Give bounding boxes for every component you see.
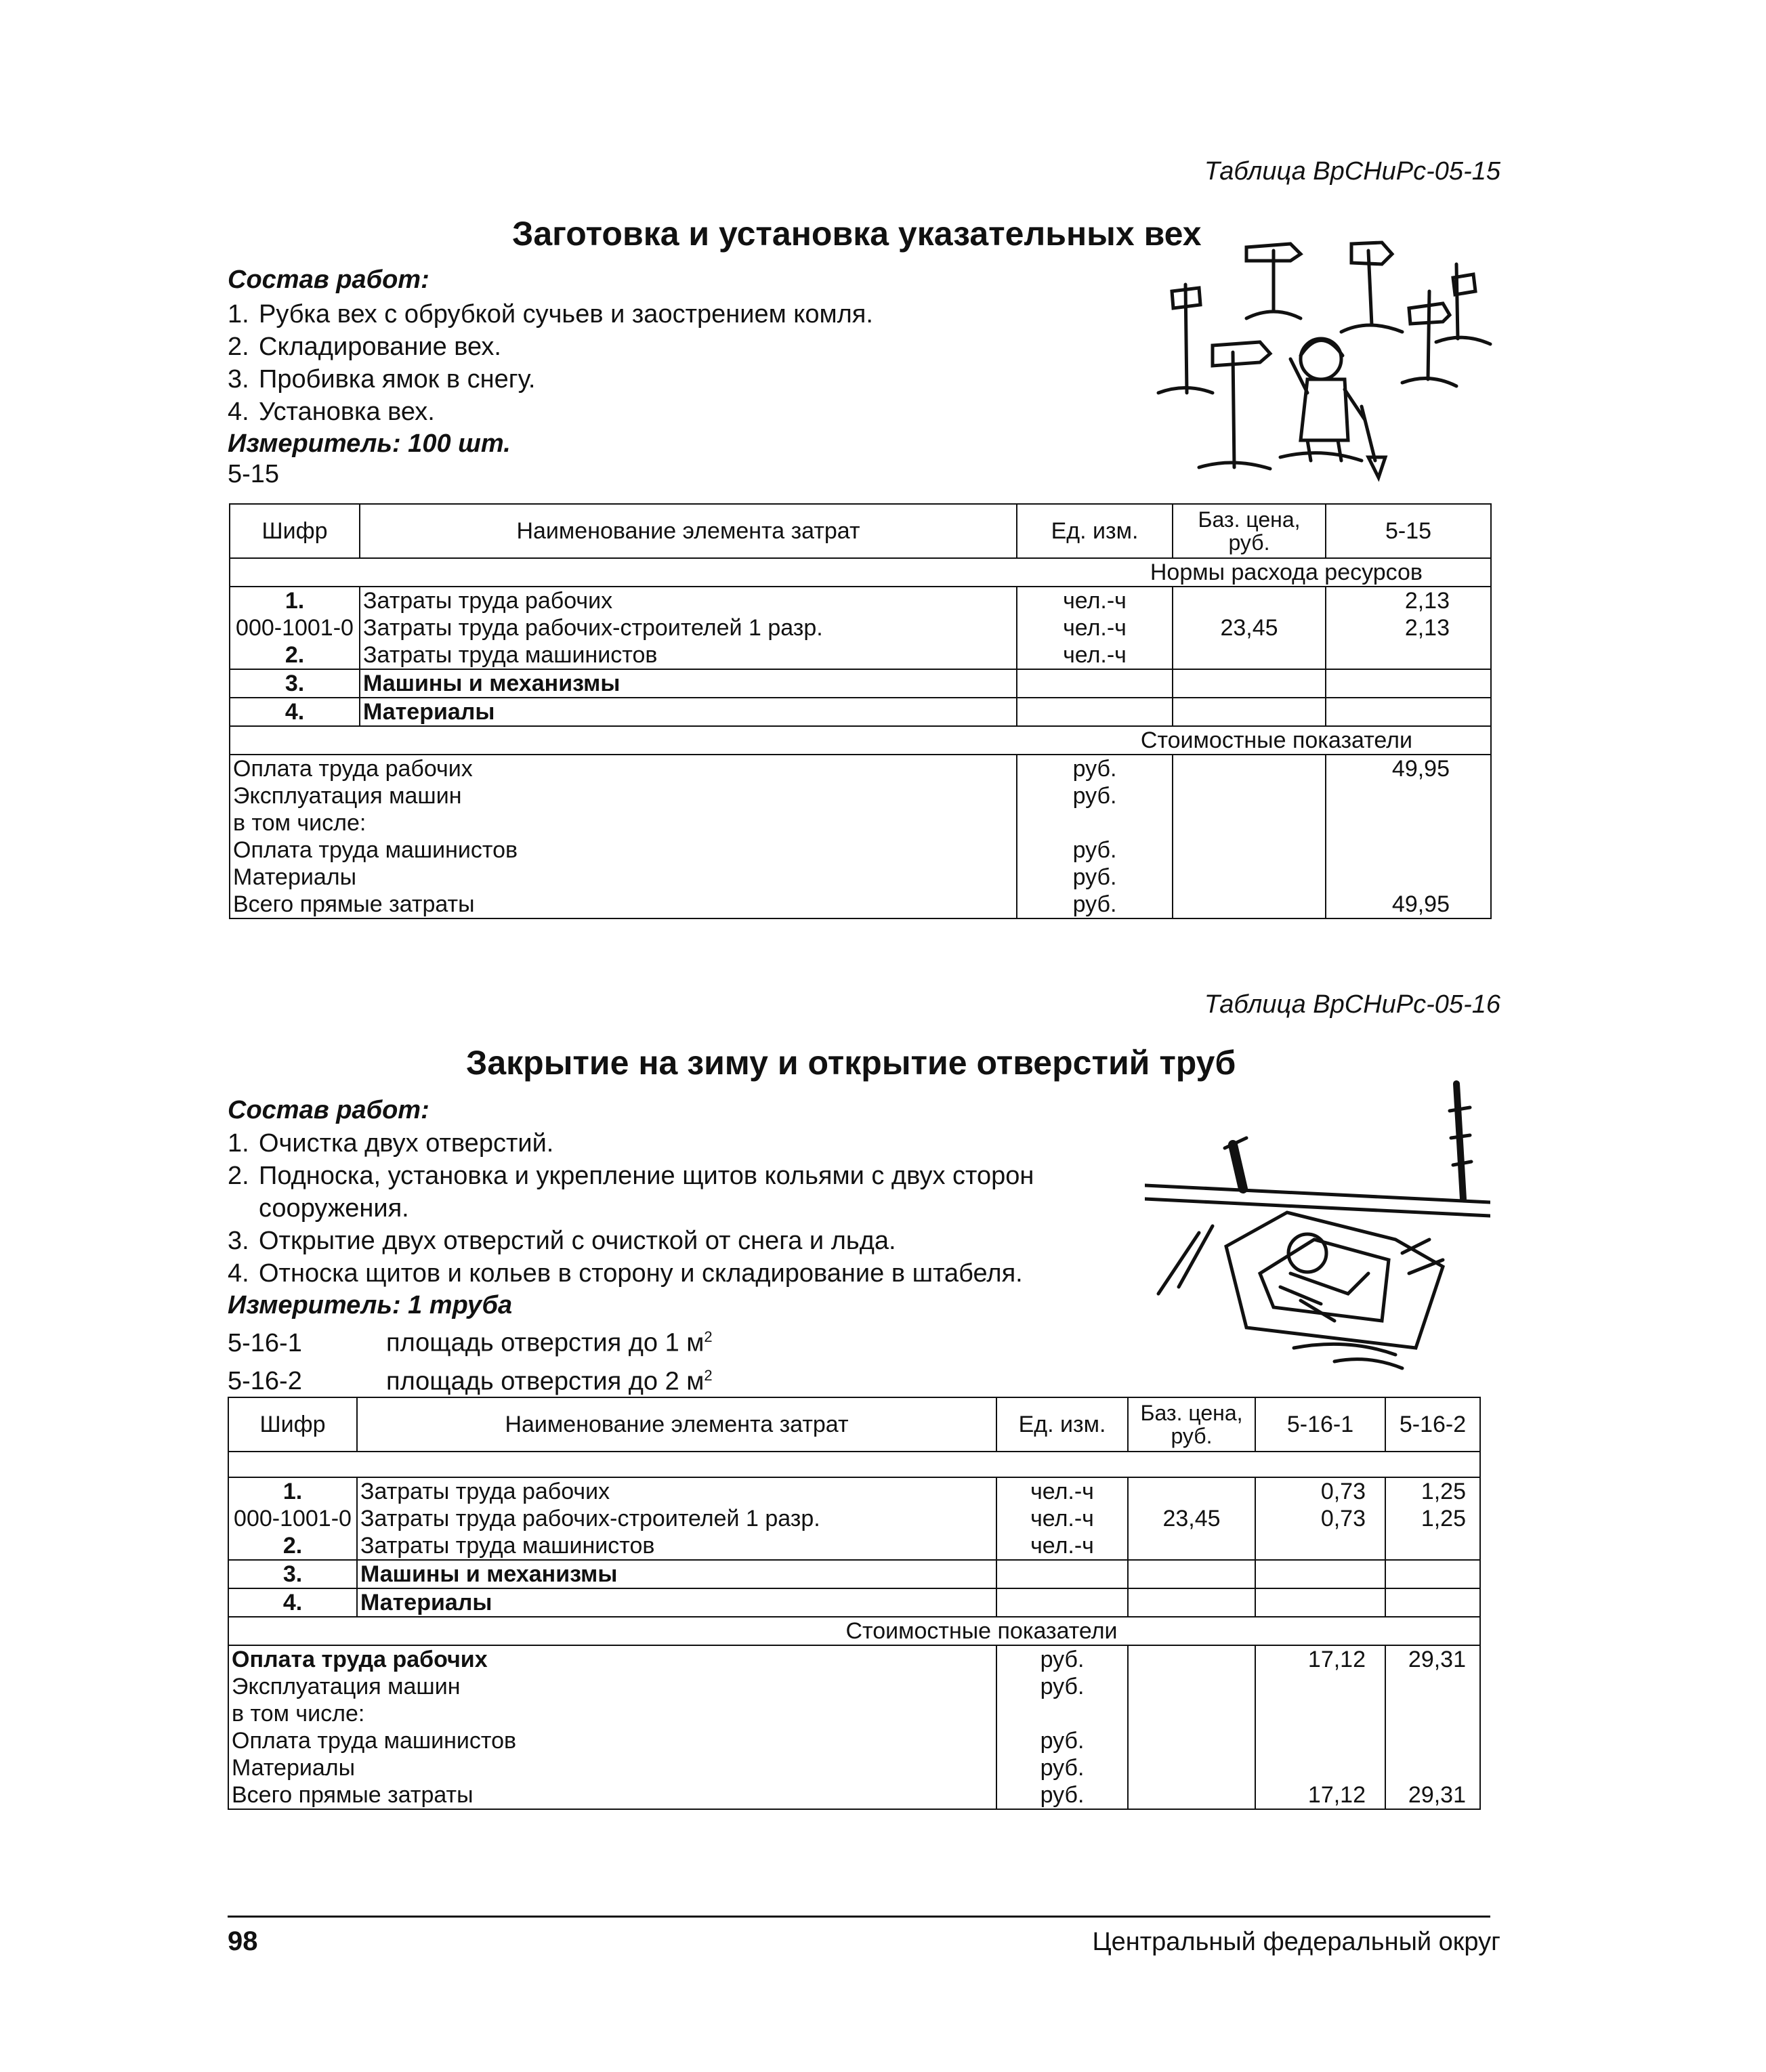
cell-code: 3. (228, 1560, 357, 1588)
header-cell: Баз. цена, руб. (1128, 1397, 1255, 1452)
cell-value: 29,31 (1385, 1781, 1480, 1809)
table-row (228, 1754, 1480, 1781)
cell-value: 49,95 (1326, 891, 1491, 918)
region-label: Центральный федеральный округ (1092, 1928, 1500, 1956)
cell-value: 17,12 (1255, 1645, 1385, 1673)
header-cell: Наименование элемента затрат (357, 1397, 996, 1452)
header-cell: Ед. изм. (996, 1397, 1128, 1452)
cell-name: Всего прямые затраты (230, 891, 1017, 918)
cell-value (1385, 1727, 1480, 1754)
cell-name: Эксплуатация машин (228, 1673, 996, 1700)
cell-value (1255, 1700, 1385, 1727)
cell-value (1385, 1754, 1480, 1781)
cell-price: 23,45 (1128, 1505, 1255, 1532)
header-cell: Шифр (228, 1397, 357, 1452)
table-row (228, 1588, 1480, 1617)
cell-unit: руб. (1017, 864, 1173, 891)
cell-code: 000-1001-0 (230, 614, 360, 641)
section-title-05-15: Заготовка и установка указательных вех (512, 215, 1202, 253)
cell-unit: чел.-ч (996, 1477, 1128, 1505)
cell-unit (996, 1700, 1128, 1727)
work-item: 4. Установка вех. (228, 398, 435, 426)
cell-code: 4. (230, 698, 360, 726)
cell-value: 17,12 (1255, 1781, 1385, 1809)
cell-value (1326, 641, 1491, 669)
signposts-illustration (1145, 224, 1497, 488)
cell-unit: руб. (1017, 782, 1173, 809)
cell-unit: руб. (996, 1645, 1128, 1673)
header-cell: 5-16-1 (1255, 1397, 1385, 1452)
cell-name: Затраты труда машинистов (357, 1532, 996, 1560)
cell-name: Оплата труда машинистов (228, 1727, 996, 1754)
cell-name: в том числе: (230, 809, 1017, 837)
header-cell: Шифр (230, 504, 360, 558)
table-subheader-row (228, 1617, 1480, 1645)
work-item: 2. Складирование вех. (228, 333, 501, 361)
cell-value (1326, 698, 1491, 726)
table-row (230, 614, 1491, 641)
cell-value: 1,25 (1385, 1505, 1480, 1532)
norm-code-row: 5-16-2 площадь отверстия до 2 $м^2$ (228, 1366, 713, 1396)
cell-name: Эксплуатация машин (230, 782, 1017, 809)
table-row (230, 641, 1491, 669)
cell-price (1128, 1588, 1255, 1617)
cell-value (1326, 809, 1491, 837)
cell-unit: руб. (1017, 891, 1173, 918)
cost-table-05-16 (228, 1397, 1481, 1810)
norm-code: 5-15 (228, 460, 280, 488)
cell-name: Затраты труда рабочих (357, 1477, 996, 1505)
work-composition-heading: Состав работ: (228, 266, 429, 294)
cell-unit (1017, 698, 1173, 726)
cell-value: 1,25 (1385, 1477, 1480, 1505)
cell-name: Оплата труда рабочих (228, 1645, 996, 1673)
cost-label: Стоимостные показатели (230, 726, 1491, 755)
table-row (230, 864, 1491, 891)
cell-value (1255, 1754, 1385, 1781)
table-row (228, 1727, 1480, 1754)
table-row (228, 1700, 1480, 1727)
cell-name: Материалы (357, 1588, 996, 1617)
cell-value: 2,13 (1326, 587, 1491, 614)
table-subheader-row (230, 558, 1491, 587)
cost-label: Стоимостные показатели (228, 1617, 1480, 1645)
cell-unit: чел.-ч (1017, 641, 1173, 669)
work-item: 1. Очистка двух отверстий. (228, 1129, 554, 1158)
header-cell: Наименование элемента затрат (360, 504, 1017, 558)
measure-label: Измеритель: 1 труба (228, 1291, 513, 1319)
table-header-row (228, 1397, 1480, 1452)
cell-unit: руб. (996, 1754, 1128, 1781)
cell-unit: руб. (996, 1727, 1128, 1754)
cell-unit: чел.-ч (1017, 587, 1173, 614)
table-header-row (230, 504, 1491, 558)
cell-value (1385, 1532, 1480, 1560)
cell-name: Затраты труда машинистов (360, 641, 1017, 669)
table-row (228, 1645, 1480, 1673)
work-composition-heading: Состав работ: (228, 1096, 429, 1124)
work-item: сооружения. (259, 1194, 409, 1223)
table-row (230, 587, 1491, 614)
table-subheader-row (230, 726, 1491, 755)
pipe-opening-illustration (1145, 1070, 1490, 1382)
page-number: 98 (228, 1926, 258, 1956)
cell-price (1173, 698, 1326, 726)
work-item: 1. Рубка вех с обрубкой сучьев и заострением комля. (228, 300, 873, 329)
cell-unit (996, 1588, 1128, 1617)
cell-price (1173, 641, 1326, 669)
cell-name: Материалы (360, 698, 1017, 726)
cost-table-05-15 (229, 503, 1492, 919)
work-item: 2. Подноска, установка и укрепление щитов кольями с двух сторон (228, 1162, 1034, 1190)
work-list (228, 298, 873, 428)
table-subheader-row (228, 1452, 1480, 1477)
cell-price (1128, 1532, 1255, 1560)
cell-name: Машины и механизмы (360, 669, 1017, 698)
table-row (230, 837, 1491, 864)
table-row (230, 669, 1491, 698)
table-row (228, 1781, 1480, 1809)
cell-value (1385, 1588, 1480, 1617)
cell-value (1255, 1560, 1385, 1588)
cell-price (1173, 587, 1326, 614)
cell-value: 0,73 (1255, 1505, 1385, 1532)
cell-name: Материалы (230, 864, 1017, 891)
cell-unit: руб. (1017, 755, 1173, 782)
cell-price (1173, 669, 1326, 698)
cell-name: Затраты труда рабочих (360, 587, 1017, 614)
cell-value: 29,31 (1385, 1645, 1480, 1673)
cell-value (1255, 1532, 1385, 1560)
cell-unit: чел.-ч (1017, 614, 1173, 641)
table-row (230, 755, 1491, 782)
cell-unit: руб. (1017, 837, 1173, 864)
table-row (230, 782, 1491, 809)
cell-code: 3. (230, 669, 360, 698)
table-row (228, 1673, 1480, 1700)
cell-unit (1017, 809, 1173, 837)
cell-value (1326, 864, 1491, 891)
norm-code-list (228, 1321, 713, 1397)
section-title-05-16: Закрытие на зиму и открытие отверстий труб (466, 1044, 1236, 1082)
cell-code: 2. (228, 1532, 357, 1560)
cell-name: Материалы (228, 1754, 996, 1781)
empty-subheader (228, 1452, 1480, 1477)
cell-unit: чел.-ч (996, 1532, 1128, 1560)
cell-name: Всего прямые затраты (228, 1781, 996, 1809)
table-row (228, 1532, 1480, 1560)
cell-unit (1017, 669, 1173, 698)
measure-label: Измеритель: 100 шт. (228, 429, 511, 458)
cell-value: 49,95 (1326, 755, 1491, 782)
work-item: 4. Относка щитов и кольев в сторону и складирование в штабеля. (228, 1259, 1023, 1288)
cell-name: Затраты труда рабочих-строителей 1 разр. (360, 614, 1017, 641)
cell-code: 2. (230, 641, 360, 669)
table-row (230, 809, 1491, 837)
cell-name: Оплата труда рабочих (230, 755, 1017, 782)
table-row (228, 1477, 1480, 1505)
table-caption-05-16: Таблица ВрСНиРс-05-16 (1204, 990, 1500, 1019)
cell-code: 000-1001-0 (228, 1505, 357, 1532)
table-caption-05-15: Таблица ВрСНиРс-05-15 (1204, 157, 1500, 186)
cell-unit (996, 1560, 1128, 1588)
cell-code: 4. (228, 1588, 357, 1617)
cell-unit: чел.-ч (996, 1505, 1128, 1532)
cell-value (1326, 669, 1491, 698)
cell-name: Машины и механизмы (357, 1560, 996, 1588)
footer-divider (228, 1916, 1490, 1918)
cell-price: 23,45 (1173, 614, 1326, 641)
table-row (228, 1505, 1480, 1532)
work-item: 3. Пробивка ямок в снегу. (228, 365, 536, 394)
work-list (228, 1127, 1034, 1290)
cell-unit: руб. (996, 1781, 1128, 1809)
cell-unit: руб. (996, 1673, 1128, 1700)
table-row (230, 891, 1491, 918)
cell-value (1326, 837, 1491, 864)
cell-code: 1. (228, 1477, 357, 1505)
header-cell: Баз. цена, руб. (1173, 504, 1326, 558)
cell-value (1385, 1560, 1480, 1588)
cell-value (1385, 1673, 1480, 1700)
norm-code-row: 5-16-1 площадь отверстия до 1 $м^2$ (228, 1328, 713, 1357)
cell-value (1255, 1588, 1385, 1617)
cell-value (1255, 1727, 1385, 1754)
work-item: 3. Открытие двух отверстий с очисткой от снега и льда. (228, 1227, 896, 1255)
header-cell: Ед. изм. (1017, 504, 1173, 558)
cell-value (1255, 1673, 1385, 1700)
table-row (228, 1560, 1480, 1588)
cell-code: 1. (230, 587, 360, 614)
norms-label: Нормы расхода ресурсов (230, 558, 1491, 587)
cell-price (1128, 1560, 1255, 1588)
cell-value: 2,13 (1326, 614, 1491, 641)
cell-value (1385, 1700, 1480, 1727)
table-row (230, 698, 1491, 726)
cell-price (1128, 1477, 1255, 1505)
cell-name: Оплата труда машинистов (230, 837, 1017, 864)
cell-value (1326, 782, 1491, 809)
header-cell: 5-16-2 (1385, 1397, 1480, 1452)
cell-value: 0,73 (1255, 1477, 1385, 1505)
header-cell: 5-15 (1326, 504, 1491, 558)
cell-name: Затраты труда рабочих-строителей 1 разр. (357, 1505, 996, 1532)
cell-name: в том числе: (228, 1700, 996, 1727)
